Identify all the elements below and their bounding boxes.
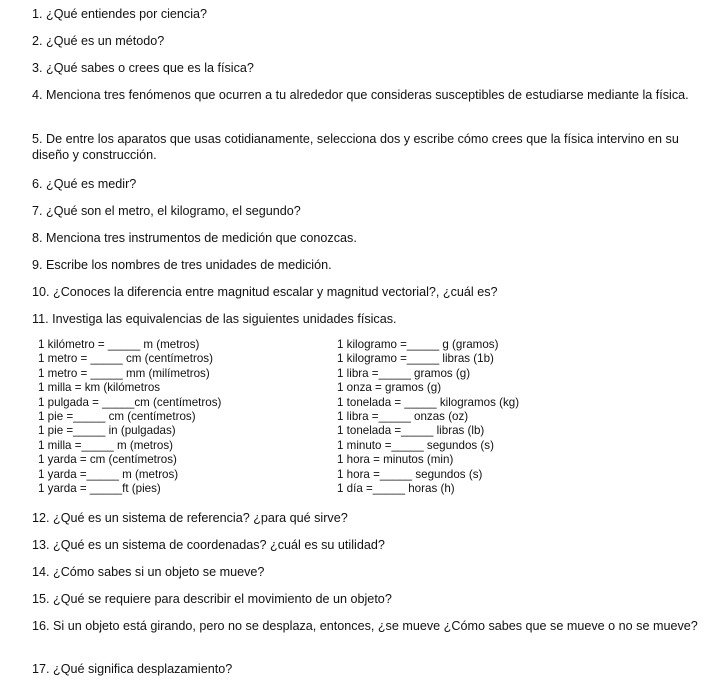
- equivalence-row: 1 pie =_____ in (pulgadas): [38, 424, 176, 438]
- question-1: 1. ¿Qué entiendes por ciencia?: [32, 7, 208, 21]
- equivalence-row: 1 onza = gramos (g): [337, 381, 442, 395]
- equivalence-row: 1 tonelada =_____ libras (lb): [337, 424, 485, 438]
- question-11: 11. Investiga las equivalencias de las siguientes unidades físicas.: [32, 312, 397, 326]
- question-9: 9. Escribe los nombres de tres unidades de medición.: [32, 258, 332, 272]
- equivalence-row: 1 libra =_____ onzas (oz): [337, 409, 469, 423]
- equivalence-row: 1 metro = _____ mm (milímetros): [38, 366, 210, 380]
- question-5: 5. De entre los aparatos que usas cotidianamente, selecciona dos y escribe cómo crees que la física intervino en su diseño y construcción.: [32, 132, 679, 162]
- equivalence-row: 1 milla = km (kilómetros: [38, 381, 161, 395]
- question-16: 16. Si un objeto está girando, pero no se desplaza, entonces, ¿se mueve ¿Cómo sabes que se mueve o no se mueve?: [32, 619, 698, 633]
- question-7: 7. ¿Qué son el metro, el kilogramo, el segundo?: [32, 204, 301, 218]
- question-2: 2. ¿Qué es un método?: [32, 34, 165, 48]
- question-8: 8. Menciona tres instrumentos de medición que conozcas.: [32, 231, 357, 245]
- equivalence-row: 1 kilogramo =_____ g (gramos): [337, 338, 499, 351]
- equivalence-row: 1 pie =_____ cm (centímetros): [38, 409, 196, 423]
- equivalence-row: 1 milla =_____ m (metros): [38, 438, 173, 452]
- equivalences-right-column: [337, 338, 519, 496]
- equivalence-row: 1 minuto =_____ segundos (s): [337, 438, 494, 452]
- question-14: 14. ¿Cómo sabes si un objeto se mueve?: [32, 565, 265, 579]
- equivalence-row: 1 yarda =_____ m (metros): [38, 467, 179, 481]
- question-10: 10. ¿Conoces la diferencia entre magnitud escalar y magnitud vectorial?, ¿cuál es?: [32, 285, 498, 299]
- equivalence-row: 1 libra =_____ gramos (g): [337, 366, 471, 380]
- question-12: 12. ¿Qué es un sistema de referencia? ¿para qué sirve?: [32, 511, 348, 525]
- question-6: 6. ¿Qué es medir?: [32, 177, 137, 191]
- question-17: 17. ¿Qué significa desplazamiento?: [32, 662, 233, 676]
- question-3: 3. ¿Qué sabes o crees que es la física?: [32, 61, 254, 75]
- question-15: 15. ¿Qué se requiere para describir el movimiento de un objeto?: [32, 592, 392, 606]
- equivalence-row: 1 día =_____ horas (h): [337, 481, 455, 495]
- equivalence-row: 1 pulgada = _____cm (centímetros): [38, 395, 222, 409]
- equivalence-row: 1 hora = minutos (min): [337, 453, 454, 467]
- equivalence-row: 1 tonelada = _____ kilogramos (kg): [337, 395, 520, 409]
- equivalences-left-column: [38, 338, 221, 496]
- equivalence-row: 1 kilómetro = _____ m (metros): [38, 338, 200, 351]
- equivalence-row: 1 hora =_____ segundos (s): [337, 467, 483, 481]
- question-4: 4. Menciona tres fenómenos que ocurren a tu alrededor que consideras susceptibles de estudiarse mediante la física.: [32, 88, 689, 102]
- equivalence-row: 1 kilogramo =_____ libras (1b): [337, 352, 494, 366]
- equivalence-row: 1 yarda = _____ft (pies): [38, 481, 161, 495]
- question-13: 13. ¿Qué es un sistema de coordenadas? ¿cuál es su utilidad?: [32, 538, 385, 552]
- equivalence-row: 1 metro = _____ cm (centímetros): [38, 352, 213, 366]
- equivalence-row: 1 yarda = cm (centímetros): [38, 453, 177, 467]
